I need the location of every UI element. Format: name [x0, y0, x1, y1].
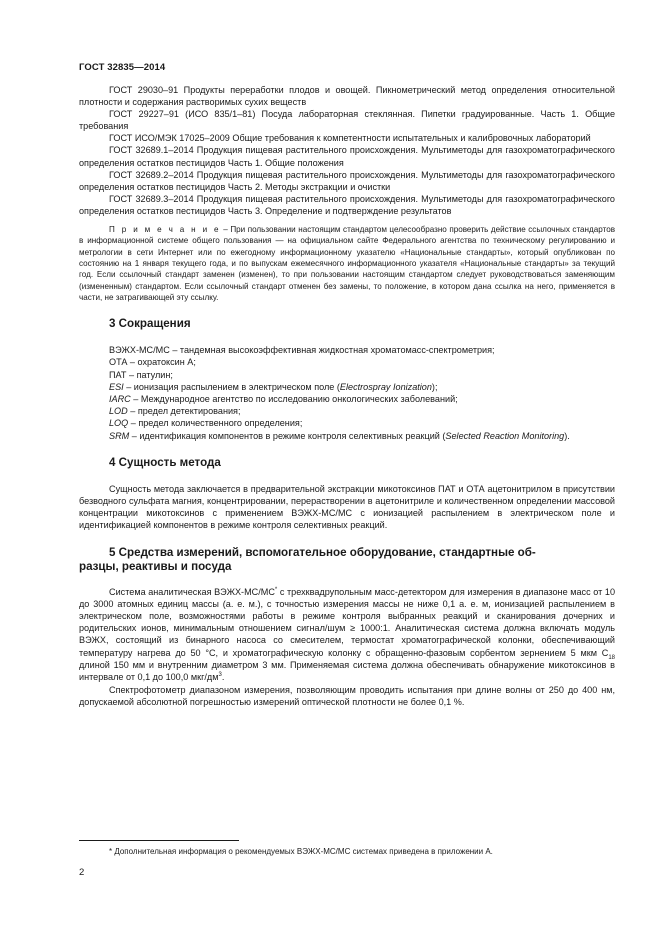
p1-text-b: с трехквадрупольным масс-детектором для измерения в диапазоне масс от 10 до 3000 атомных единиц массы (а. е. м.), с точностью измерения массы не ниже 0,1 а. е. м, ионизацией распылением в электрическом поле, возможностями работы в режиме контроля выбранных реакций и сканирования дочерних и родительских ионов, минимальным отношением сигнал/шум ≥ 1000:1. Аналитическая система должна включать модуль ВЭЖХ, состоящий из бинарного насоса со смесителем, термостат хроматографической колонки, обеспечивающий температуру нагрева до 50 °С, и хроматографическую колонку с обращенно-фазовым сорбентом зернением 5 мкм С [79, 586, 615, 658]
section-5-title-line1: 5 Средства измерений, вспомогательное оборудование, стандартные об- [109, 545, 536, 559]
references-list [79, 84, 615, 217]
abbreviation-term: SRM [109, 430, 130, 441]
abbreviation-term: ESI [109, 381, 124, 392]
reference-item: ГОСТ 32689.2–2014 Продукция пищевая растительного происхождения. Мультиметоды для газохроматографического определения остатков пестицидов Часть 2. Методы экстракции и очистки [79, 169, 615, 192]
section-5-paragraph-1 [79, 586, 615, 684]
note-paragraph [79, 224, 615, 303]
abbreviation-close: ). [564, 430, 570, 441]
section-3-title: 3 Сокращения [109, 317, 191, 331]
section-5-title-line2: разцы, реактивы и посуда [79, 559, 232, 573]
section-4-text: Сущность метода заключается в предварительной экстракции микотоксинов ПАТ и ОТА ацетонитрилом в присутствии безводного сульфата магния, концентрировании, перерастворении в ацетонитриле и количественном определении массовой концентрации микотоксинов с применением ВЭЖХ-МС/МС с ионизацией распылением в электрическом поле и идентификацией компонентов в режиме контроля селективных реакций. [79, 483, 615, 531]
page-number: 2 [79, 867, 85, 878]
reference-item: ГОСТ 32689.3–2014 Продукция пищевая растительного происхождения. Мультиметоды для газохроматографического определения остатков пестицидов Часть 3. Определение и подтверждение результатов [79, 193, 615, 216]
abbreviation-term: ПАТ [109, 369, 127, 380]
abbreviation-def: – предел детектирования; [127, 406, 241, 417]
abbreviation-def: – Международное агентство по исследованию онкологических заболеваний; [130, 393, 458, 404]
note-text: – При пользовании настоящим стандартом целесообразно проверить действие ссылочных стандартов в информационной системе общего пользования — на официальном сайте Федерального агентства по техническому регулированию и метрологии в сети Интернет или по ежегодному информационному указателю «Национальные стандарты», который опубликован по состоянию на 1 января текущего года, и по выпускам ежемесячного информационного указателя «Национальные стандарты» за текущий год. Если ссылочный стандарт заменен (изменен), то при пользовании настоящим стандартом следует руководствоваться заменяющим (измененным) стандартом. Если ссылочный стандарт отменен без замены, то положение, в котором дана ссылка на него, применяется в части, не затрагивающей эту ссылку. [79, 225, 615, 302]
abbreviation-def: – идентификация компонентов в режиме контроля селективных реакций ( [129, 430, 446, 441]
note-label: П р и м е ч а н и е [109, 225, 221, 235]
abbreviation-term: LOQ [109, 418, 129, 429]
reference-item: ГОСТ 32689.1–2014 Продукция пищевая растительного происхождения. Мультиметоды для газохроматографического определения остатков пестицидов Часть 1. Общие положения [79, 145, 615, 168]
abbreviation-term: IARC [109, 393, 131, 404]
abbreviation-item [79, 344, 615, 356]
abbreviation-item [79, 381, 615, 393]
abbreviation-term: ВЭЖХ-МС/МС [109, 345, 170, 356]
abbreviation-def: – ионизация распылением в электрическом поле ( [123, 381, 340, 392]
abbreviation-english: Selected Reaction Monitoring [445, 430, 565, 441]
superscript: 3 [218, 671, 222, 678]
p1-text-c: длиной 150 мм и внутренним диаметром 3 мм. Применяемая система должна обеспечивать обнаружение микотоксинов в интервале от 0,1 до 100,0 мкг/дм [79, 659, 615, 682]
abbreviation-english: Electrospray Ionization [339, 381, 432, 392]
section-5-title [79, 546, 615, 574]
abbreviation-def: – предел количественного определения; [128, 418, 303, 429]
footnote-marker: * [274, 586, 278, 593]
section-5-paragraph-2: Спектрофотометр диапазоном измерения, позволяющим проводить испытания при длине волны от 250 до 400 нм, допускаемой абсолютной погрешностью измерений оптической плотности не более 0,1 %. [79, 685, 615, 708]
abbreviations-list [79, 344, 615, 442]
abbreviation-term: LOD [109, 406, 128, 417]
subscript: 18 [608, 654, 615, 661]
abbreviation-item [79, 369, 615, 381]
abbreviation-item [79, 417, 615, 429]
abbreviation-def: – тандемная высокоэффективная жидкостная хроматомасс-спектрометрия; [169, 345, 495, 356]
p1-text-d: . [221, 671, 225, 682]
page-content [79, 84, 615, 709]
abbreviation-item [79, 430, 615, 442]
abbreviation-def: – охратоксин А; [127, 357, 196, 368]
reference-item: ГОСТ 29227–91 (ИСО 835/1–81) Посуда лабораторная стеклянная. Пипетки градуированные. Часть 1. Общие требования [79, 109, 615, 132]
abbreviation-close: ); [431, 381, 438, 392]
abbreviation-item [79, 405, 615, 417]
abbreviation-def: – патулин; [126, 369, 173, 380]
footnote-text: * Дополнительная информация о рекомендуемых ВЭЖХ-МС/МС системах приведена в приложении А. [109, 847, 493, 856]
abbreviation-item [79, 356, 615, 368]
reference-item: ГОСТ ИСО/МЭК 17025–2009 Общие требования к компетентности испытательных и калибровочных лабораторий [109, 133, 591, 144]
abbreviation-term: ОТА [109, 357, 128, 368]
p1-text-a: Система аналитическая ВЭЖХ-МС/МС [109, 586, 275, 597]
document-header: ГОСТ 32835—2014 [79, 62, 166, 73]
section-4-title: 4 Сущность метода [109, 455, 221, 469]
footnote-divider [79, 840, 239, 841]
reference-item: ГОСТ 29030–91 Продукты переработки плодов и овощей. Пикнометрический метод определения относительной плотности и содержания растворимых сухих веществ [79, 85, 615, 108]
abbreviation-item [79, 393, 615, 405]
